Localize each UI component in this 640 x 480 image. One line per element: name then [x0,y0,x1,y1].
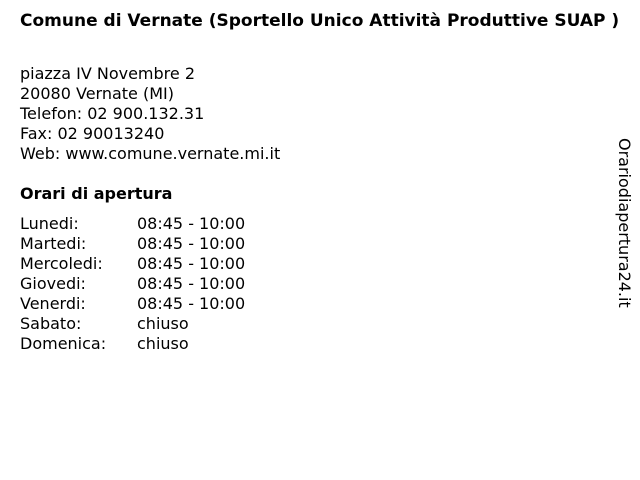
hours-row [20,334,245,354]
fax-line: Fax: 02 90013240 [20,124,165,143]
hours-row [20,314,245,334]
web-line: Web: www.comune.vernate.mi.it [20,144,281,163]
hours-day: Venerdi: [20,294,86,313]
hours-row [20,274,245,294]
hours-time: 08:45 - 10:00 [137,214,246,233]
hours-day: Lunedi: [20,214,79,233]
hours-time: chiuso [137,334,189,353]
hours-row [20,234,245,254]
office-title: Comune di Vernate (Sportello Unico Attività Produttive SUAP ) [20,11,620,31]
hours-time: chiuso [137,314,189,333]
hours-day: Giovedi: [20,274,86,293]
hours-day: Domenica: [20,334,107,353]
hours-row [20,214,245,234]
hours-time: 08:45 - 10:00 [137,234,246,253]
hours-row [20,254,245,274]
phone-line: Telefon: 02 900.132.31 [20,104,205,123]
hours-row [20,294,245,314]
hours-day: Sabato: [20,314,82,333]
hours-day: Martedi: [20,234,87,253]
site-watermark [613,135,635,310]
site-watermark-text: Orariodiapertura24.it [615,137,634,308]
hours-time: 08:45 - 10:00 [137,294,246,313]
opening-hours-table [20,214,245,354]
street-address: piazza IV Novembre 2 [20,64,195,83]
address-block [20,64,280,164]
opening-hours-heading: Orari di apertura [20,184,173,203]
hours-day: Mercoledi: [20,254,103,273]
hours-time: 08:45 - 10:00 [137,254,246,273]
city-line: 20080 Vernate (MI) [20,84,174,103]
hours-time: 08:45 - 10:00 [137,274,246,293]
